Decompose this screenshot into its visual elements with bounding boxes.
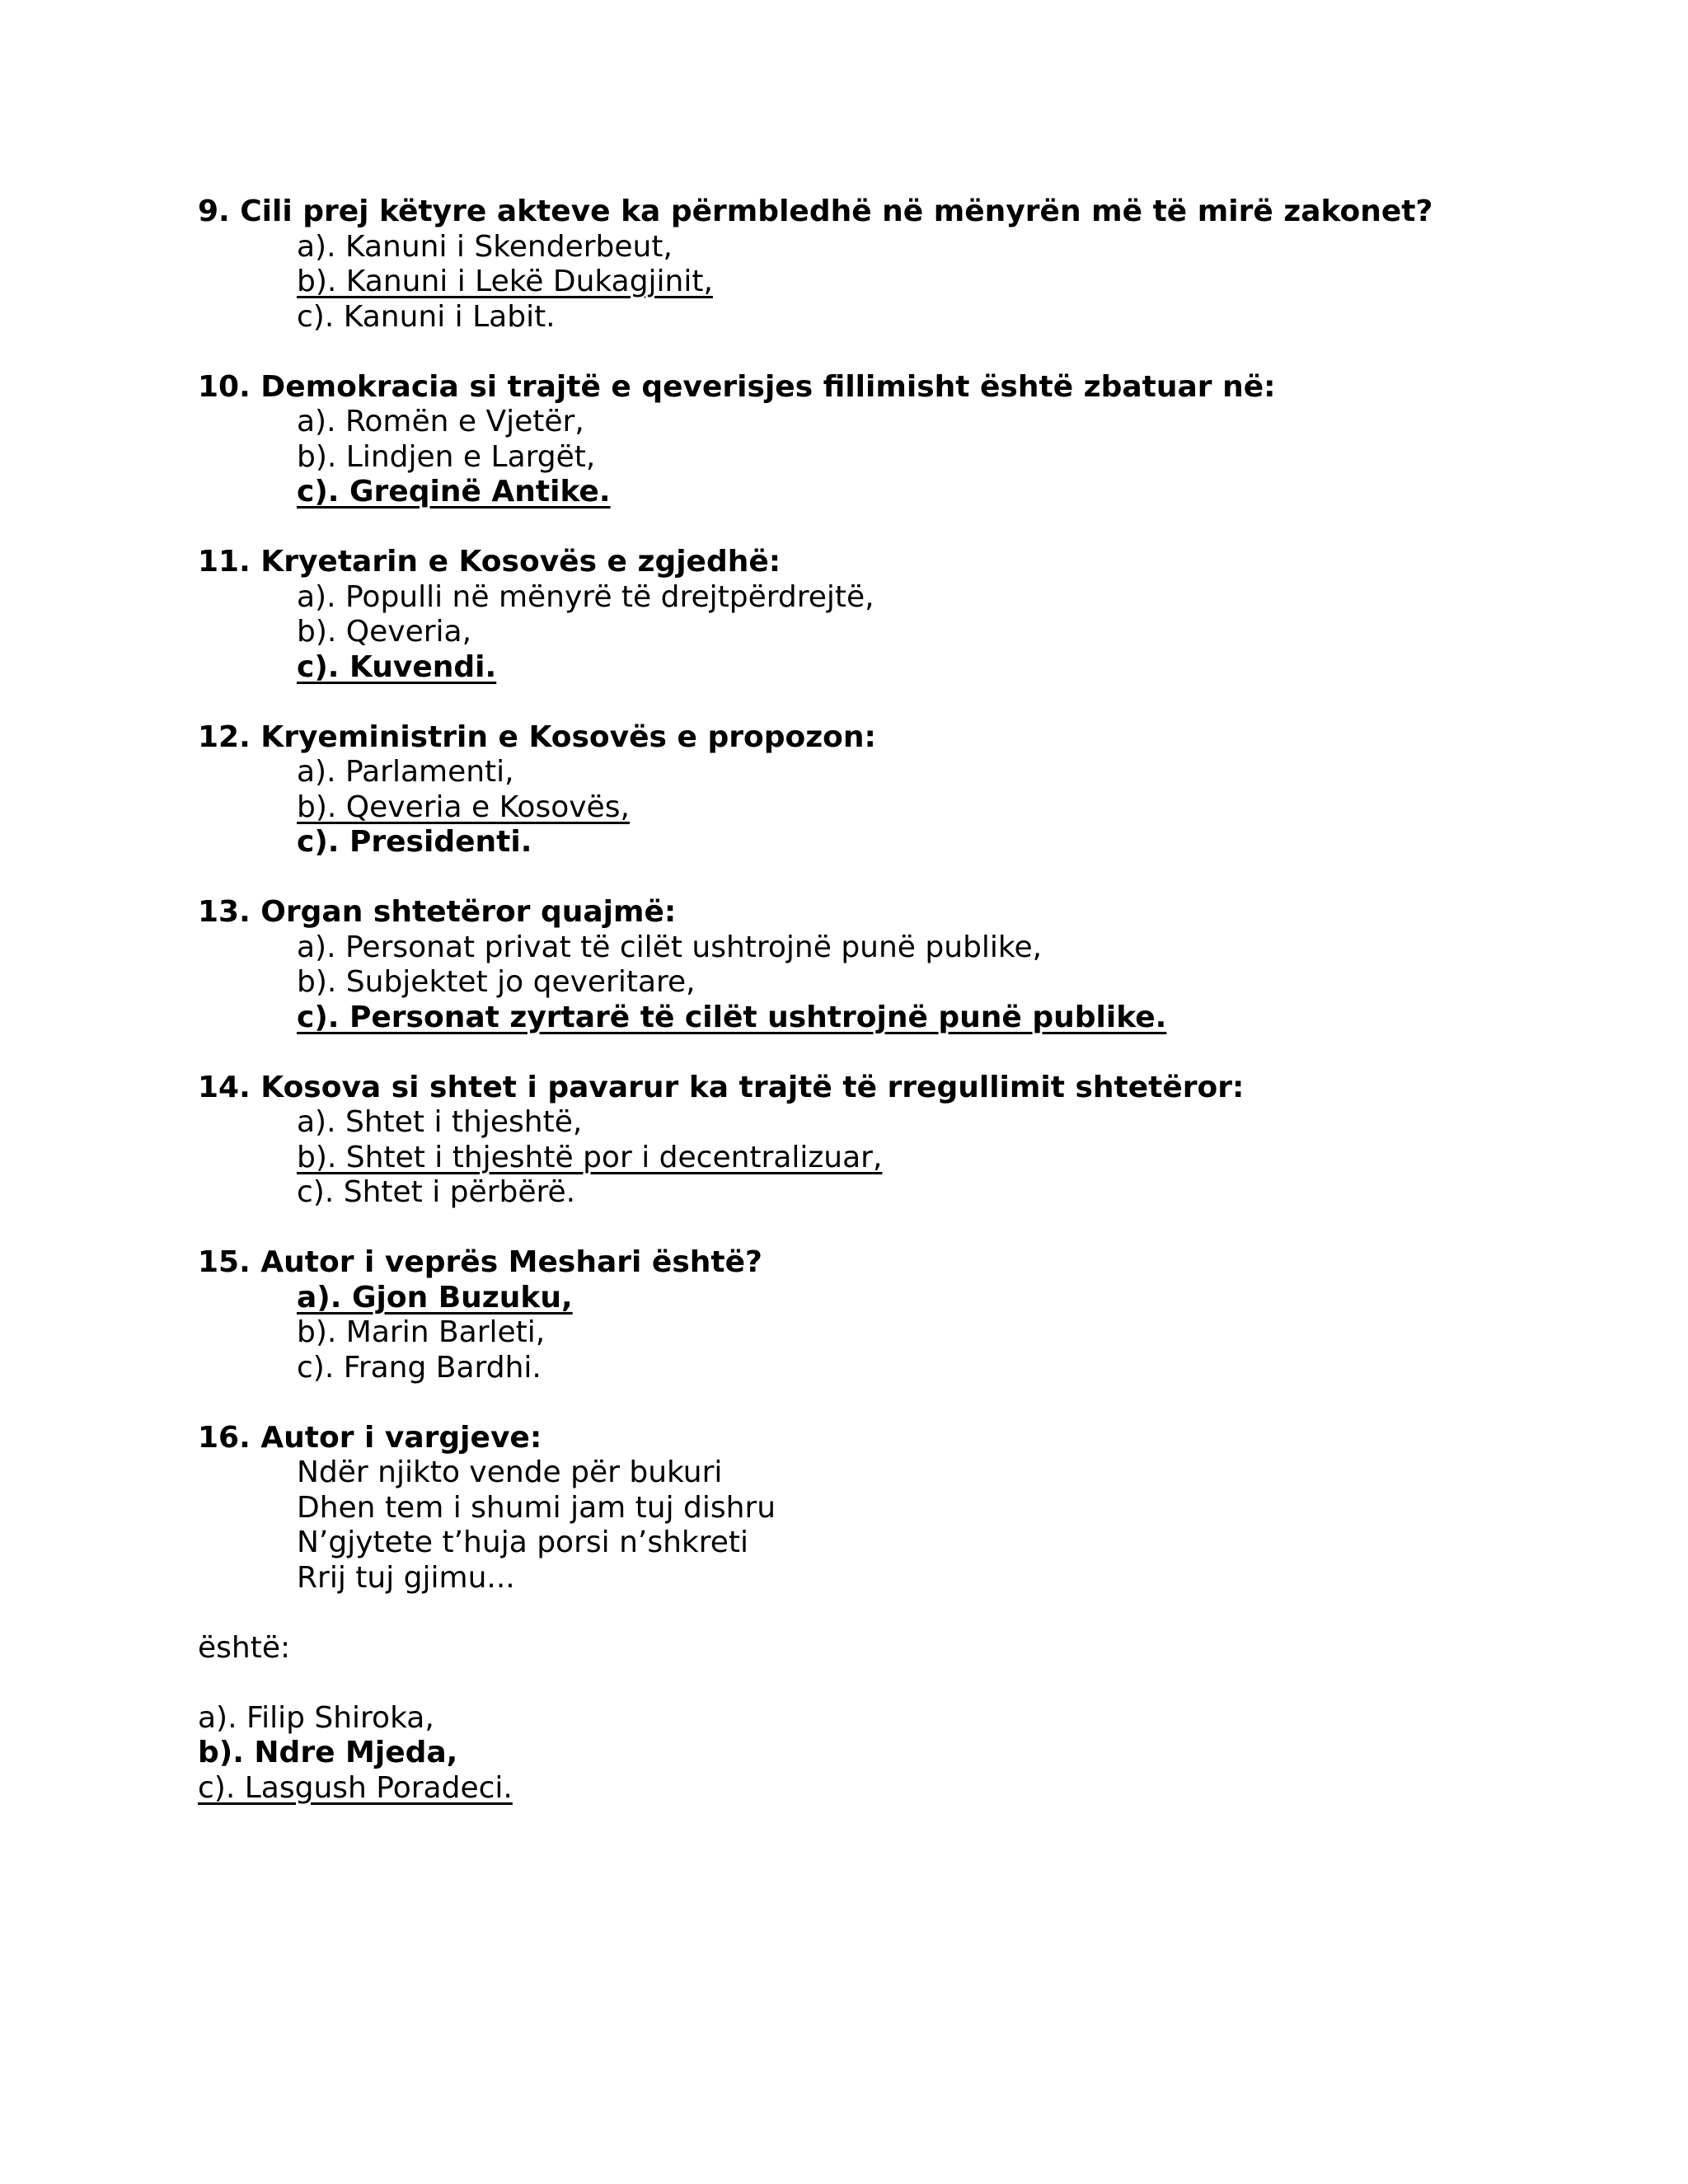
document-page <box>198 194 1517 1806</box>
question-16 <box>198 1421 1517 1807</box>
option-a: a). Kanuni i Skenderbeut, <box>297 229 673 264</box>
option-b: b). Marin Barleti, <box>297 1315 546 1349</box>
option-a: a). Populli në mënyrë të drejtpërdrejtë, <box>297 579 874 614</box>
question-15 <box>198 1245 1517 1385</box>
option-b: b). Lindjen e Largët, <box>297 439 596 474</box>
question-11 <box>198 545 1517 685</box>
option-b: b). Ndre Mjeda, <box>198 1736 458 1769</box>
question-title: 15. Autor i veprës Meshari është? <box>198 1245 762 1279</box>
option-b: b). Qeveria, <box>297 615 472 649</box>
option-a: a). Personat privat të cilët ushtrojnë punë publike, <box>297 930 1043 964</box>
option-b: b). Subjektet jo qeveritare, <box>297 965 696 999</box>
question-title: 11. Kryetarin e Kosovës e zgjedhë: <box>198 545 781 579</box>
option-c: c). Kanuni i Labit. <box>297 299 556 334</box>
question-13 <box>198 895 1517 1035</box>
option-c: c). Greqinë Antike. <box>297 475 611 509</box>
option-b: b). Shtet i thjeshtë por i decentralizuar, <box>297 1140 883 1174</box>
is-label: është: <box>198 1630 291 1665</box>
option-a: a). Shtet i thjeshtë, <box>297 1105 583 1139</box>
question-title: 16. Autor i vargjeve: <box>198 1420 542 1455</box>
question-title: 12. Kryeministrin e Kosovës e propozon: <box>198 719 876 754</box>
question-title: 10. Demokracia si trajtë e qeverisjes fillimisht është zbatuar në: <box>198 369 1276 404</box>
verse-line: Ndër njikto vende për bukuri <box>297 1455 723 1489</box>
verse-line: N’gjytete t’huja porsi n’shkreti <box>297 1526 749 1559</box>
question-10 <box>198 370 1517 510</box>
option-c: c). Kuvendi. <box>297 649 497 684</box>
verse-line: Dhen tem i shumi jam tuj dishru <box>297 1490 776 1525</box>
option-b: b). Qeveria e Kosovës, <box>297 790 630 824</box>
option-c: c). Frang Bardhi. <box>297 1350 542 1385</box>
option-a: a). Romën e Vjetër, <box>297 405 584 438</box>
option-a: a). Gjon Buzuku, <box>297 1280 573 1315</box>
option-c: c). Shtet i përbërë. <box>297 1175 576 1209</box>
option-a: a). Filip Shiroka, <box>198 1700 434 1735</box>
option-c: c). Presidenti. <box>297 825 532 859</box>
option-c: c). Personat zyrtarë të cilët ushtrojnë punë publike. <box>297 1000 1167 1034</box>
question-9 <box>198 194 1517 335</box>
question-title: 14. Kosova si shtet i pavarur ka trajtë të rregullimit shtetëror: <box>198 1070 1245 1104</box>
question-12 <box>198 720 1517 860</box>
option-a: a). Parlamenti, <box>297 755 514 789</box>
question-14 <box>198 1071 1517 1211</box>
option-c: c). Lasgush Poradeci. <box>198 1770 513 1805</box>
question-title: 13. Organ shtetëror quajmë: <box>198 895 677 929</box>
option-b: b). Kanuni i Lekë Dukagjinit, <box>297 265 713 298</box>
question-title: 9. Cili prej këtyre akteve ka përmbledhë në mënyrën më të mirë zakonet? <box>198 194 1433 228</box>
verse-line: Rrij tuj gjimu... <box>297 1560 515 1595</box>
